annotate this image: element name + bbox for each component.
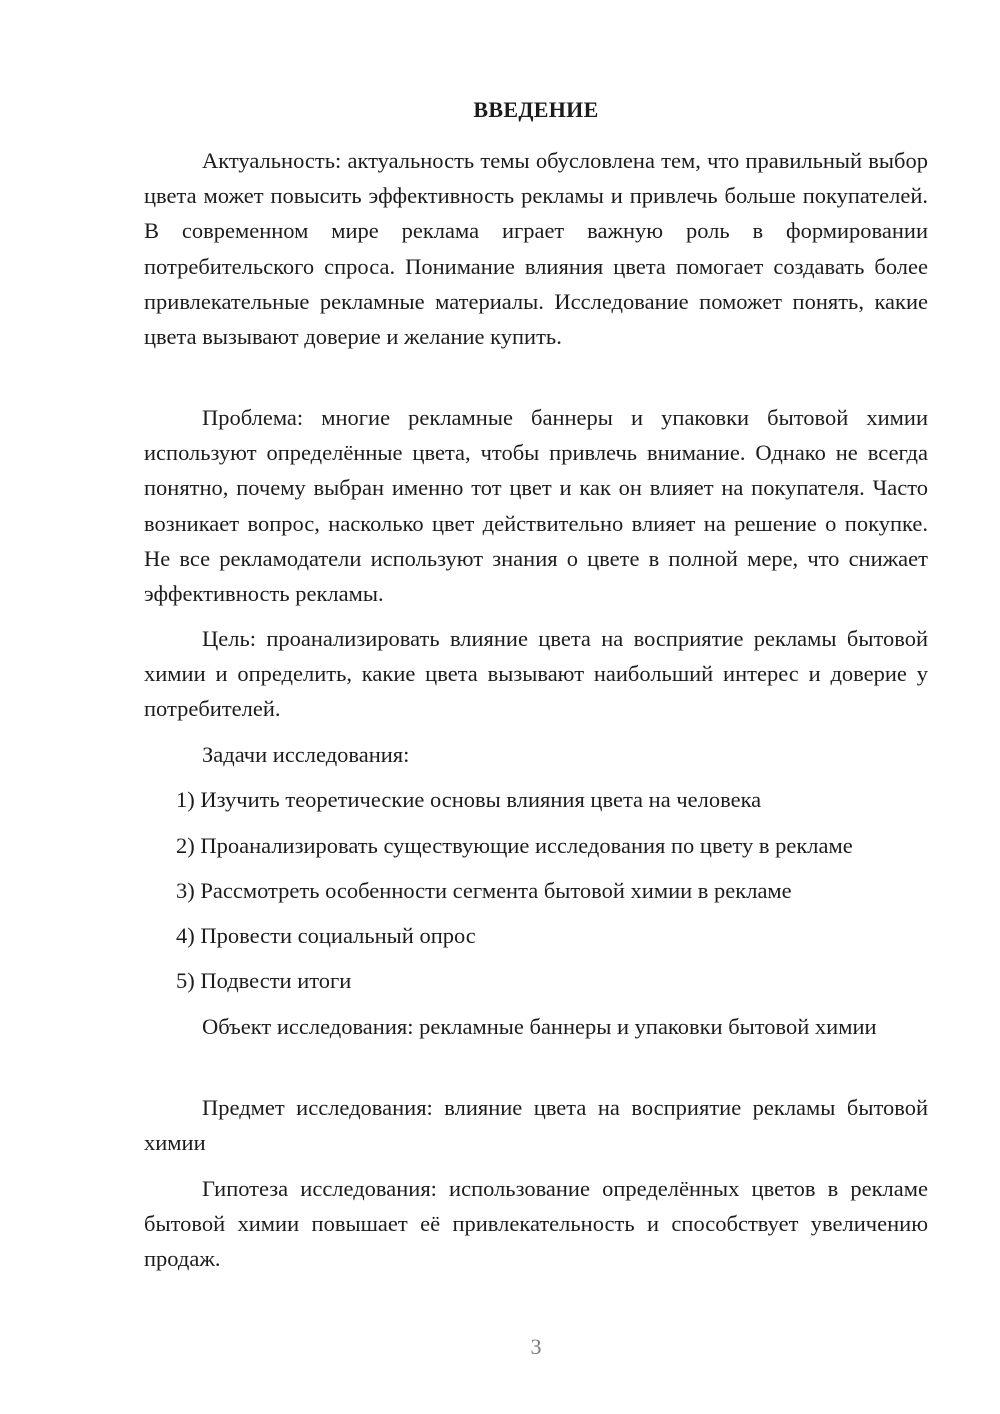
task-item: 3) Рассмотреть особенности сегмента бытовой химии в рекламе: [176, 878, 792, 903]
section-title: ВВЕДЕНИЕ: [473, 97, 599, 122]
goal-paragraph: Цель: проанализировать влияние цвета на восприятие рекламы бытовой химии и определить, какие цвета вызывают наибольший интерес и доверие у потребителей.: [144, 626, 928, 722]
problem-paragraph: Проблема: многие рекламные баннеры и упаковки бытовой химии используют определённые цвета, чтобы привлечь внимание. Однако не всегда понятно, почему выбран именно тот цвет и как он влияет на покупателя. Часто возникает вопрос, насколько цвет действительно влияет на решение о покупке. Не все рекламодатели используют знания о цвете в полной мере, что снижает эффективность рекламы.: [144, 405, 928, 607]
object-paragraph: Объект исследования: рекламные баннеры и упаковки бытовой химии: [202, 1014, 877, 1039]
tasks-heading: Задачи исследования:: [202, 742, 410, 767]
task-item: 1) Изучить теоретические основы влияния цвета на человека: [176, 787, 762, 812]
hypothesis-paragraph: Гипотеза исследования: использование определённых цветов в рекламе бытовой химии повышает её привлекательность и способствует увеличению продаж.: [144, 1176, 928, 1272]
task-item: 5) Подвести итоги: [176, 968, 352, 993]
relevance-paragraph: Актуальность: актуальность темы обусловлена тем, что правильный выбор цвета может повысить эффективность рекламы и привлечь больше покупателей. В современном мире реклама играет важную роль в формировании потребительского спроса. Понимание влияния цвета помогает создавать более привлекательные рекламные материалы. Исследование поможет понять, какие цвета вызывают доверие и желание купить.: [144, 148, 928, 350]
task-item: 4) Провести социальный опрос: [176, 923, 476, 948]
page-number: 3: [530, 1334, 542, 1359]
task-item: 2) Проанализировать существующие исследования по цвету в рекламе: [176, 833, 853, 858]
subject-paragraph: Предмет исследования: влияние цвета на восприятие рекламы бытовой химии: [144, 1095, 928, 1156]
